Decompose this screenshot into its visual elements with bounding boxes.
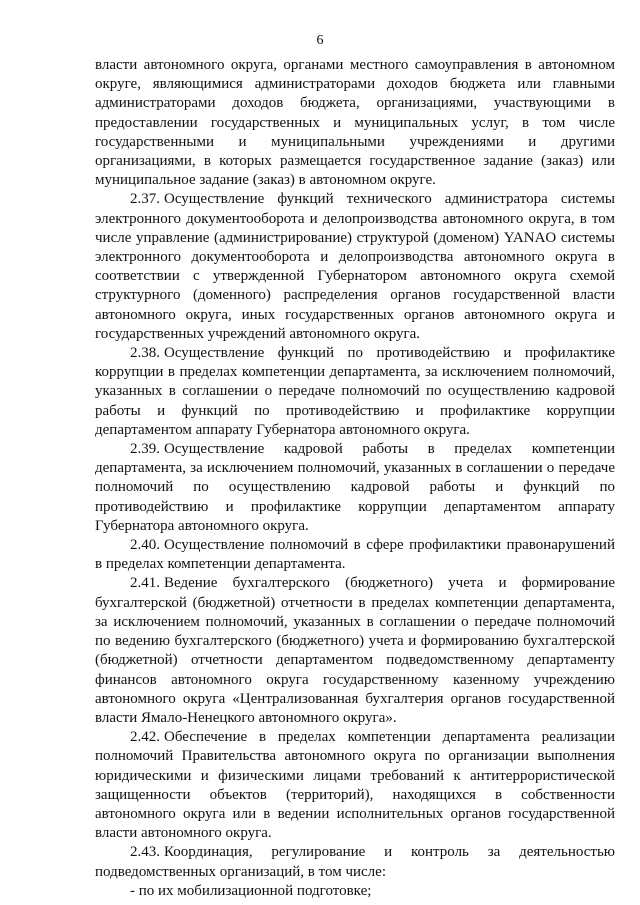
clause-number: 2.40. bbox=[130, 537, 160, 554]
list-item-text: - по их мобилизационной подготовке; bbox=[130, 882, 372, 899]
clause-2-42 bbox=[95, 728, 615, 843]
clause-2-39 bbox=[95, 440, 615, 536]
list-item bbox=[95, 882, 615, 901]
clause-2-38 bbox=[95, 344, 615, 440]
clause-number: 2.43. bbox=[130, 844, 160, 861]
clause-number: 2.42. bbox=[130, 729, 160, 746]
clause-text: Координация, регулирование и контроль за деятельностью подведомственных организаций, в том числе: bbox=[95, 844, 615, 880]
paragraph-continuation bbox=[95, 56, 615, 190]
clause-number: 2.38. bbox=[130, 345, 160, 362]
clause-2-37 bbox=[95, 190, 615, 344]
clause-number: 2.41. bbox=[130, 575, 160, 592]
clause-2-41 bbox=[95, 574, 615, 728]
paragraph-text: власти автономного округа, органами местного самоуправления в автономном округе, являющимися администраторами доходов бюджета или главными администраторами доходов бюджета, организациями, участвующими в предоставлении государственных и муниципальных услуг, в том числе государственными и муниципальными учреждениями и другими организациями, в которых размещается государственное задание (заказ) или муниципальное задание (заказ) в автономном округе. bbox=[95, 57, 615, 189]
clause-text: Обеспечение в пределах компетенции департамента реализации полномочий Правительства автономного округа по организации выполнения юридическими и физическими лицами требований к антитеррористической защищенности объектов (территорий), находящихся в собственности автономного округа или в ведении исполнительных органов государственной власти автономного округа. bbox=[95, 729, 615, 842]
document-body bbox=[95, 56, 615, 901]
clause-number: 2.37. bbox=[130, 191, 160, 208]
clause-text: Ведение бухгалтерского (бюджетного) учета и формирование бухгалтерской (бюджетной) отчетности в пределах компетенции департамента, за исключением полномочий, указанных в соглашении о передаче полномочий по ведению бухгалтерского (бюджетного) учета и формированию бухгалтерской (бюджетной) отчетности департаментом подведомственному департаменту финансов автономного округа государственному казенному учреждению автономного округа «Централизованная бухгалтерия органов государственной власти Ямало-Ненецкого автономного округа». bbox=[95, 575, 615, 726]
page-number: 6 bbox=[316, 33, 324, 48]
clause-text: Осуществление функций технического администратора системы электронного документооборота и делопроизводства автономного округа, в том числе управление (администрирование) структурой (доменом) YANAO системы электронного документооборота и делопроизводства автономного округа в соответствии с утвержденной Губернатором автономного округа схемой структурного (доменного) распределения органов государственной власти автономного округа, иных государственных органов автономного округа и государственных учреждений автономного округа. bbox=[95, 191, 615, 342]
clause-2-40 bbox=[95, 536, 615, 574]
clause-text: Осуществление кадровой работы в пределах компетенции департамента, за исключением полномочий, указанных в соглашении о передаче полномочий по осуществлению кадровой работы и функций по противодействию и профилактике коррупции департаментом аппарату Губернатора автономного округа. bbox=[95, 441, 615, 534]
clause-text: Осуществление полномочий в сфере профилактики правонарушений в пределах компетенции департамента. bbox=[95, 537, 615, 573]
clause-number: 2.39. bbox=[130, 441, 160, 458]
clause-text: Осуществление функций по противодействию и профилактике коррупции в пределах компетенции департамента, за исключением полномочий, указанных в соглашении о передаче полномочий по осуществлению кадровой работы и функций по противодействию и профилактике коррупции департаментом аппарату Губернатора автономного округа. bbox=[95, 345, 615, 438]
clause-2-43 bbox=[95, 843, 615, 881]
